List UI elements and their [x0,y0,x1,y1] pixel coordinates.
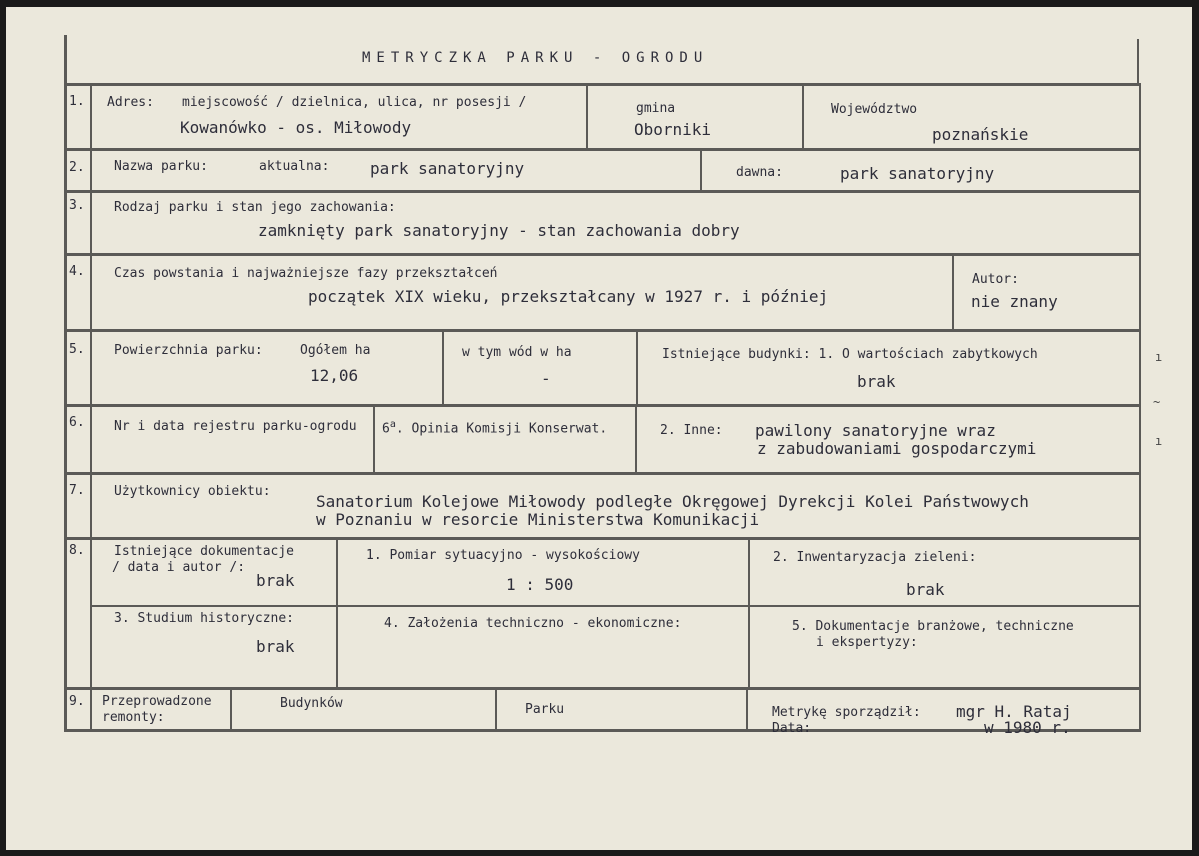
history-value: początek XIX wieku, przekształcany w 1927 r. i później [308,287,829,306]
r1-sep-2 [802,85,804,149]
title-divider [64,83,1141,86]
row-5-number: 5. [69,342,85,357]
r8-sep-2 [748,539,750,689]
r6-sep-2 [635,406,637,473]
other-buildings-value-1: pawilony sanatoryjne wraz [755,421,996,440]
wojewodztwo-label: Województwo [831,102,918,117]
row-divider-6 [64,472,1141,475]
row-1-number: 1. [69,94,85,109]
historical-study-value: brak [256,637,295,656]
r5-sep-2 [636,331,638,405]
frame-bottom [64,729,1141,732]
users-label: Użytkownicy obiektu: [114,484,271,499]
row-divider-8a [90,605,1139,607]
users-value-2: w Poznaniu w resorcie Ministerstwa Komunikacji [316,510,760,529]
r9-sep-3 [746,689,748,730]
r6-sep-1 [373,406,375,473]
r1-sep-1 [586,85,588,149]
r4-sep [952,255,954,330]
frame-right-top [1137,39,1139,85]
conservation-opinion-superscript: a [389,419,396,430]
industry-documentation-label-1: 5. Dokumentacje branżowe, techniczne [792,619,1074,634]
row-2-number: 2. [69,160,85,175]
conservation-opinion-number: 6 [382,421,390,437]
date-value: w 1980 r. [984,718,1071,737]
gmina-label: gmina [636,101,676,116]
date-label: Data: [772,721,812,736]
row-divider-1 [64,148,1141,151]
area-label: Powierzchnia parku: [114,343,263,358]
documentation-label-2: / data i autor /: [112,560,246,575]
record-card [6,7,1192,850]
history-label: Czas powstania i najważniejsze fazy przekształceń [114,266,498,281]
r2-sep [700,150,702,191]
r5-sep-1 [442,331,444,405]
greenery-inventory-value: brak [906,580,945,599]
row-7-number: 7. [69,483,85,498]
r8-sep-1 [336,539,338,689]
row-divider-3 [64,253,1141,256]
address-value: Kowanówko - os. Miłowody [180,118,412,137]
margin-tick: ~ [1153,395,1161,409]
address-label: Adres: [107,95,154,110]
park-type-value: zamknięty park sanatoryjny - stan zachowania dobry [258,221,740,240]
row-9-number: 9. [69,694,85,709]
current-name-value: park sanatoryjny [370,159,525,178]
author-value: nie znany [971,292,1058,311]
row-divider-4 [64,329,1141,332]
park-name-label: Nazwa parku: [114,159,208,174]
former-name-value: park sanatoryjny [840,164,995,183]
repairs-label-2: remonty: [102,710,165,725]
technical-assumptions-label: 4. Założenia techniczno - ekonomiczne: [384,616,682,631]
margin-tick: ı [1155,434,1163,448]
address-hint: miejscowość / dzielnica, ulica, nr posesji / [182,95,527,110]
wojewodztwo-value: poznańskie [932,125,1029,144]
area-total-label: Ogółem ha [300,343,371,358]
park-repairs-label: Parku [525,702,565,717]
water-area-value: - [541,369,551,388]
margin-tick: ı [1155,350,1163,364]
repairs-label-1: Przeprowadzone [102,694,212,709]
author-label: Autor: [972,272,1019,287]
current-name-label: aktualna: [259,159,330,174]
documentation-label-1: Istniejące dokumentacje [114,544,295,559]
historical-study-label: 3. Studium historyczne: [114,611,295,626]
park-type-label: Rodzaj parku i stan jego zachowania: [114,200,396,215]
users-value-1: Sanatorium Kolejowe Miłowody podległe Okręgowej Dyrekcji Kolei Państwowych [316,492,1029,511]
other-buildings-value-2: z zabudowaniami gospodarczymi [757,439,1037,458]
gmina-value: Oborniki [634,120,712,139]
water-area-label: w tym wód w ha [462,345,572,360]
frame-left [64,35,67,731]
buildings-repairs-label: Budynków [280,696,343,711]
card-title: METRYCZKA PARKU - OGRODU [362,50,709,66]
survey-value: 1 : 500 [506,575,574,594]
prepared-by-label: Metrykę sporządził: [772,705,921,720]
buildings-label: Istniejące budynki: 1. O wartościach zabytkowych [662,347,1038,362]
former-name-label: dawna: [736,165,783,180]
r9-sep-2 [495,689,497,730]
row-8-number: 8. [69,543,85,558]
other-buildings-label: 2. Inne: [660,423,723,438]
area-total-value: 12,06 [310,366,359,385]
row-divider-8 [64,687,1141,690]
row-divider-5 [64,404,1141,407]
row-6-number: 6. [69,415,85,430]
row-divider-2 [64,190,1141,193]
register-label: Nr i data rejestru parku-ogrodu [114,419,357,434]
frame-right [1139,85,1141,731]
row-3-number: 3. [69,198,85,213]
buildings-value: brak [857,372,896,391]
industry-documentation-label-2: i ekspertyzy: [816,635,918,650]
row-divider-7 [64,537,1141,540]
prepared-by-value: mgr H. Rataj [956,702,1072,721]
row-4-number: 4. [69,264,85,279]
number-column-line [90,85,92,731]
r9-sep-1 [230,689,232,730]
greenery-inventory-label: 2. Inwentaryzacja zieleni: [773,550,977,565]
survey-label: 1. Pomiar sytuacyjno - wysokościowy [366,548,640,563]
conservation-opinion-label [382,420,607,435]
documentation-value: brak [256,571,295,590]
conservation-opinion-text: . Opinia Komisji Konserwat. [395,421,608,437]
